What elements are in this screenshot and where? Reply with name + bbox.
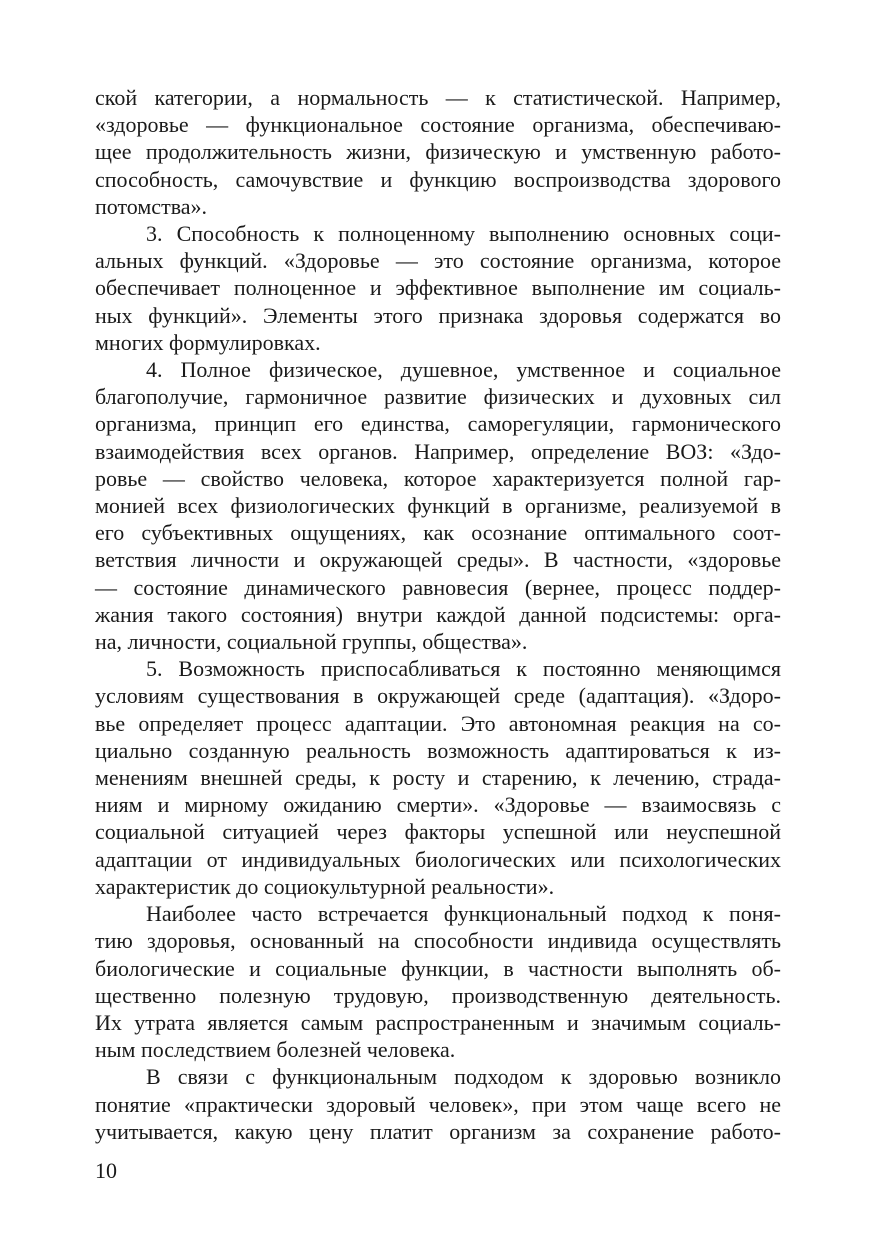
text-line: характеристик до социокультурной реальности». [95,873,555,899]
text-line: ниям и мирному ожиданию смерти». «Здоровье — взаимосвязь с [95,792,781,818]
text-line: щественно полезную трудовую, производственную деятельность. [95,982,781,1008]
text-line: многих формулировках. [95,329,321,355]
text-line: 4. Полное физическое, душевное, умственное и социальное [146,357,781,383]
text-line: Наиболее часто встречается функциональный подход к поня- [146,901,781,927]
paragraph [95,220,781,356]
text-line: организма, принцип его единства, саморегуляции, гармонического [95,411,781,437]
text-line: циально созданную реальность возможность адаптироваться к из- [95,737,781,763]
paragraph [95,900,781,1063]
text-line: жания такого состояния) внутри каждой данной подсистемы: орга- [95,601,781,627]
paragraph [95,655,781,900]
text-line: ных функций». Элементы этого признака здоровья содержатся во [95,302,781,328]
text-line: В связи с функциональным подходом к здоровью возникло [146,1064,781,1090]
text-line: вье определяет процесс адаптации. Это автономная реакция на со- [95,710,781,736]
text-line: монией всех физиологических функций в организме, реализуемой в [95,493,781,519]
text-line: обеспечивает полноценное и эффективное выполнение им социаль- [95,275,781,301]
paragraph [95,84,781,220]
text-line: биологические и социальные функции, в частности выполнять об- [95,955,781,981]
text-line: ской категории, а нормальность — к статистической. Например, [95,85,781,110]
text-line: его субъективных ощущениях, как осознание оптимального соот- [95,520,781,546]
text-line: условиям существования в окружающей среде (адаптация). «Здоро- [95,683,781,709]
text-line: «здоровье — функциональное состояние организма, обеспечиваю- [95,112,781,138]
page-number: 10 [95,1158,117,1183]
text-line: понятие «практически здоровый человек», при этом чаще всего не [95,1091,781,1117]
text-line: учитывается, какую цену платит организм за сохранение работо- [95,1118,781,1144]
text-line: менениям внешней среды, к росту и старению, к лечению, страда- [95,765,781,791]
text-line: тию здоровья, основанный на способности индивида осуществлять [95,928,781,954]
text-line: ветствия личности и окружающей среды». В частности, «здоровье [95,547,781,573]
text-line: социальной ситуацией через факторы успешной или неуспешной [95,819,781,845]
paragraph [95,356,781,655]
text-line: альных функций. «Здоровье — это состояние организма, которое [95,248,781,274]
text-line: 3. Способность к полноценному выполнению основных соци- [146,221,781,247]
text-line: 5. Возможность приспосабливаться к постоянно меняющимся [146,656,781,682]
page-text-body [95,84,781,1145]
text-line: на, личности, социальной группы, общества». [95,629,528,655]
text-line: ным последствием болезней человека. [95,1037,456,1063]
text-line: ровье — свойство человека, которое характеризуется полной гар- [95,465,781,491]
paragraph [95,1063,781,1145]
text-line: потомства». [95,193,208,219]
text-line: взаимодействия всех органов. Например, определение ВОЗ: «Здо- [95,438,781,464]
text-line: адаптации от индивидуальных биологических или психологических [95,846,781,872]
text-line: — состояние динамического равновесия (вернее, процесс поддер- [95,574,781,600]
text-line: благополучие, гармоничное развитие физических и духовных сил [95,384,781,410]
text-line: Их утрата является самым распространенным и значимым социаль- [95,1009,781,1035]
text-line: щее продолжительность жизни, физическую и умственную работо- [95,139,781,165]
text-line: способность, самочувствие и функцию воспроизводства здорового [95,166,781,192]
